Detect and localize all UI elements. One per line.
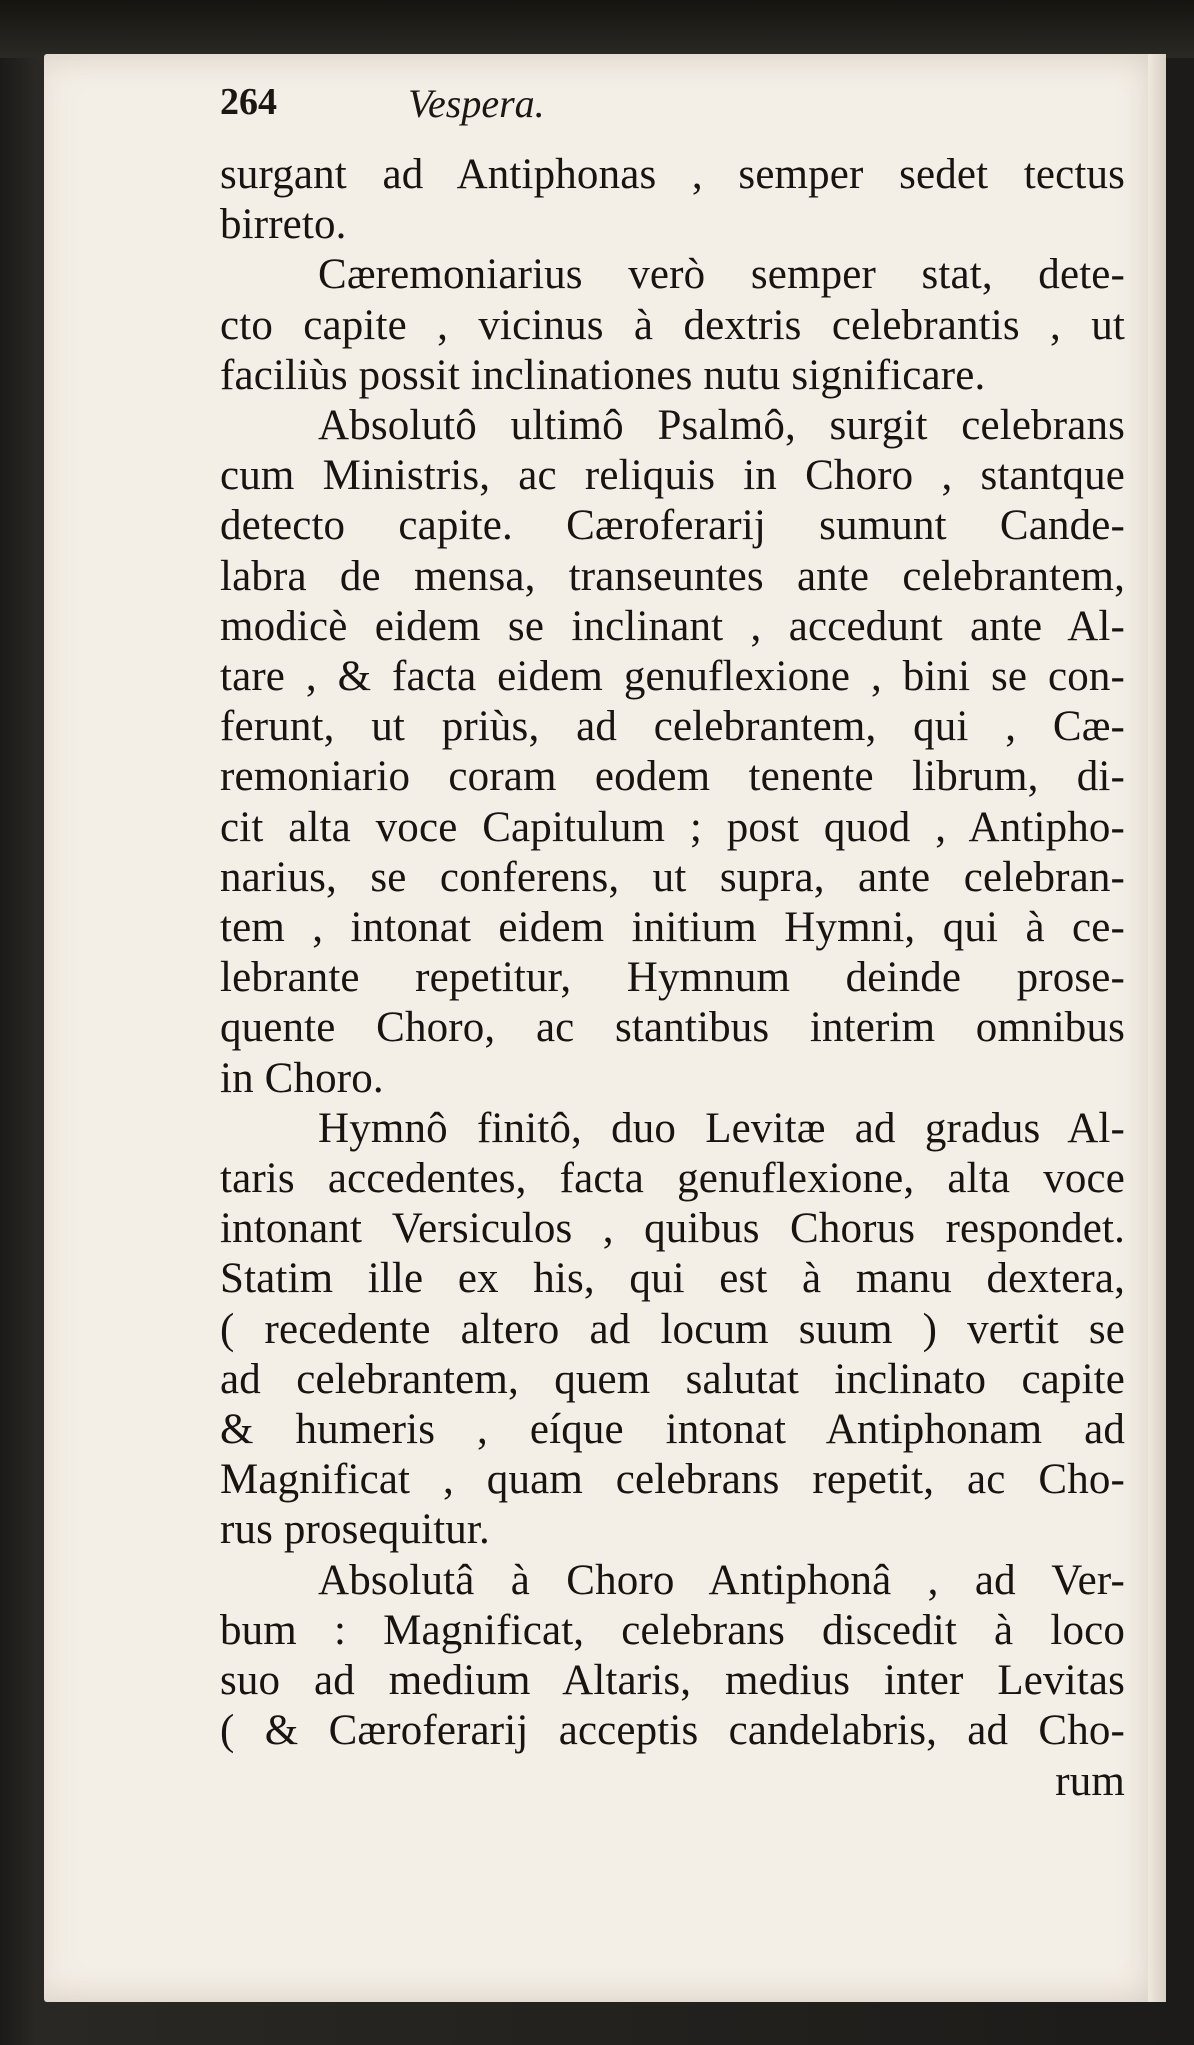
text-line: quente Choro, ac stantibus interim omnibus — [220, 1004, 1125, 1052]
text-line: tare , & facta eidem genuflexione , bini se con- — [220, 653, 1125, 701]
running-head: Vespera. — [408, 81, 545, 126]
text-line: intonant Versiculos , quibus Chorus respondet. — [220, 1205, 1125, 1253]
text-line: ( recedente altero ad locum suum ) vertit se — [220, 1305, 1125, 1353]
text-line: Absolutô ultimô Psalmô, surgit celebrans — [318, 402, 1125, 450]
text-line: narius, se conferens, ut supra, ante celebran- — [220, 853, 1125, 901]
text-line: cum Ministris, ac reliquis in Choro , stantque — [220, 452, 1125, 500]
top-shadow — [0, 0, 1194, 58]
text-line: in Choro. — [220, 1054, 384, 1102]
text-line: lebrante repetitur, Hymnum deinde prose- — [220, 954, 1125, 1002]
text-line: taris accedentes, facta genuflexione, alta voce — [220, 1155, 1125, 1203]
text-line: Statim ille ex his, qui est à manu dextera, — [220, 1255, 1125, 1303]
catchword: rum — [1055, 1757, 1125, 1805]
text-line: surgant ad Antiphonas , semper sedet tectus — [220, 151, 1125, 198]
text-line: ad celebrantem, quem salutat inclinato capite — [220, 1355, 1125, 1403]
text-line: cit alta voce Capitulum ; post quod , Antipho- — [220, 803, 1125, 851]
text-line: Magnificat , quam celebrans repetit, ac Cho- — [220, 1456, 1125, 1504]
text-line: & humeris , eíque intonat Antiphonam ad — [220, 1406, 1125, 1454]
text-line: Absolutâ à Choro Antiphonâ , ad Ver- — [318, 1556, 1125, 1604]
page-number: 264 — [220, 81, 277, 123]
body-text — [220, 150, 1125, 1807]
text-line: birreto. — [220, 201, 347, 249]
text-line: ferunt, ut priùs, ad celebrantem, qui , Cæ- — [220, 703, 1125, 751]
text-line: remoniario coram eodem tenente librum, di- — [220, 753, 1125, 801]
text-line: labra de mensa, transeuntes ante celebrantem, — [220, 552, 1125, 600]
text-line: rus prosequitur. — [220, 1506, 490, 1554]
page-header — [220, 80, 780, 140]
text-line: faciliùs possit inclinationes nutu significare. — [220, 351, 986, 399]
page-edge — [1148, 54, 1166, 2002]
text-line: cto capite , vicinus à dextris celebrantis , ut — [220, 301, 1125, 349]
text-line: detecto capite. Cæroferarij sumunt Cande- — [220, 502, 1125, 550]
text-line: Hymnô finitô, duo Levitæ ad gradus Al- — [318, 1104, 1125, 1152]
text-line: modicè eidem se inclinant , accedunt ante Al- — [220, 602, 1125, 650]
text-line: bum : Magnificat, celebrans discedit à loco — [220, 1606, 1125, 1654]
text-line: tem , intonat eidem initium Hymni, qui à ce- — [220, 904, 1125, 952]
text-line: Cæremoniarius verò semper stat, dete- — [318, 251, 1125, 299]
text-line: ( & Cæroferarij acceptis candelabris, ad Cho- — [220, 1707, 1125, 1755]
text-line: suo ad medium Altaris, medius inter Levitas — [220, 1657, 1125, 1705]
